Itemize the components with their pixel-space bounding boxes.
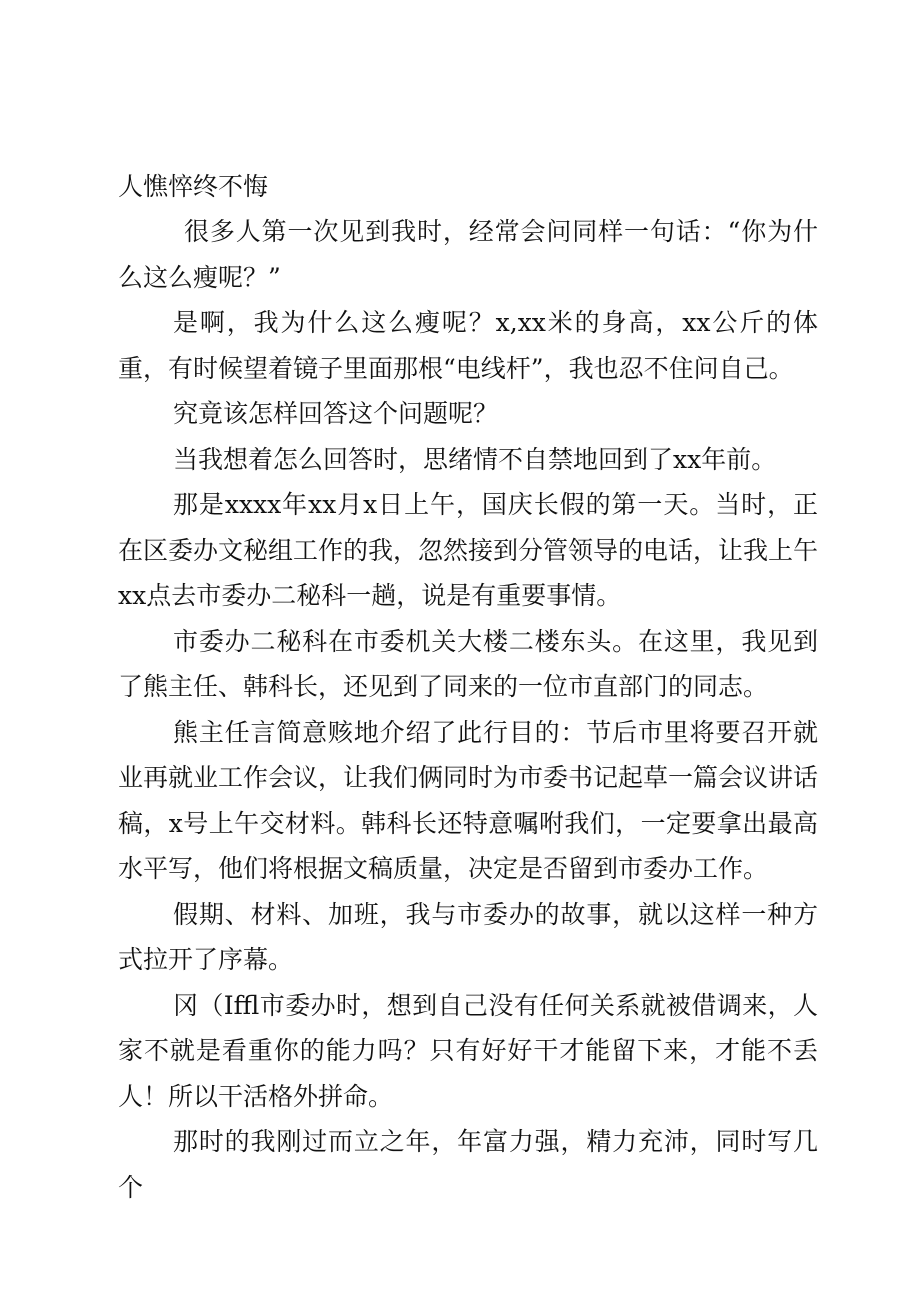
paragraph-3: 究竟该怎样回答这个问题呢？ <box>173 399 499 428</box>
paragraph-9: 冈（Iffl市委办时，想到自己没有任何关系就被借调来，人家不就是看重你的能力吗？只有好好干才能留下来，才能不丢人！所以干活格外拼命。 <box>118 990 818 1111</box>
paragraph-10: 那时的我刚过而立之年，年富力强，精力充沛，同时写几个 <box>118 1127 818 1202</box>
paragraph-1: 很多人第一次见到我时，经常会问同样一句话：“你为什么这么瘦呢？” <box>118 217 818 292</box>
paragraph-4: 当我想着怎么回答时，思绪情不自禁地回到了xx年前。 <box>173 444 777 474</box>
paragraph-8: 假期、材料、加班，我与市委办的故事，就以这样一种方式拉开了序幕。 <box>118 899 818 974</box>
document-title: 人憔悴终不悔 <box>118 172 269 201</box>
document-body <box>118 164 818 1210</box>
paragraph-7: 熊主任言简意赅地介绍了此行目的：节后市里将要召开就业再就业工作会议，让我们俩同时为市委书记起草一篇会议讲话稿，x号上午交材料。韩科长还特意嘱咐我们，一定要拿出最高水平写，他们将根据文稿质量，决定是否留到市委办工作。 <box>118 717 819 883</box>
paragraph-6: 市委办二秘科在市委机关大楼二楼东头。在这里，我见到了熊主任、韩科长，还见到了同来的一位市直部门的同志。 <box>118 626 818 701</box>
paragraph-5: 那是xxxx年xx月x日上午，国庆长假的第一天。当时，正在区委办文秘组工作的我，忽然接到分管领导的电话，让我上午xx点去市委办二秘科一趟，说是有重要事情。 <box>118 490 819 610</box>
paragraph-2: 是啊，我为什么这么瘦呢？x,xx米的身高，xx公斤的体重，有时候望着镜子里面那根“电线杆”，我也忍不住问自己。 <box>118 308 818 383</box>
